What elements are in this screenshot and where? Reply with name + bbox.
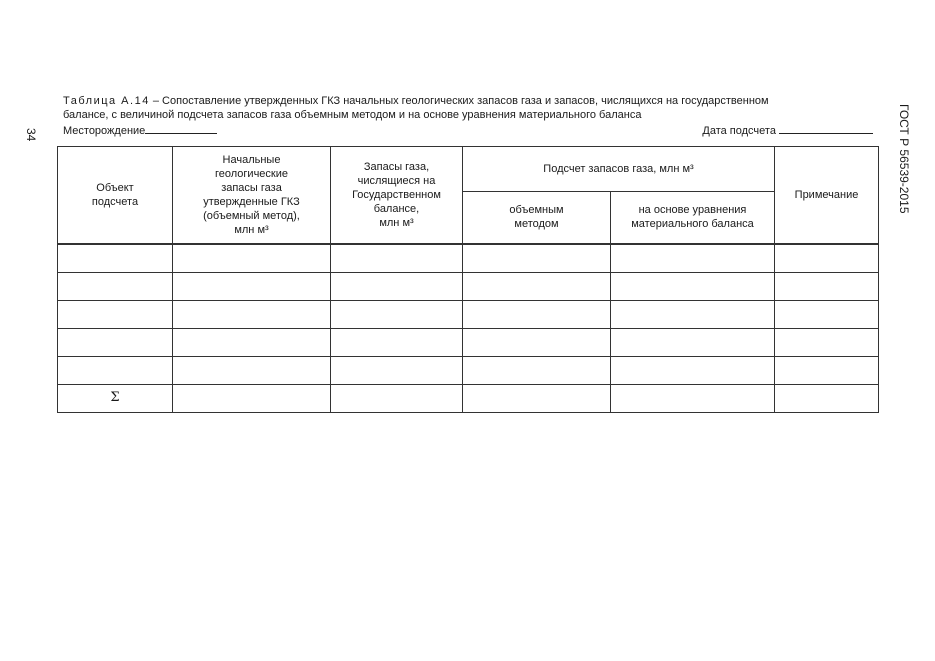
header-calc-group: Подсчет запасов газа, млн м³ (463, 147, 775, 192)
cell-balance[interactable] (331, 272, 463, 300)
cell-object[interactable] (58, 300, 173, 328)
cell-material[interactable] (611, 356, 775, 384)
table-row (58, 328, 879, 356)
cell-approved[interactable] (173, 328, 331, 356)
header-material-line1: на основе уравнения (638, 204, 747, 217)
cell-note[interactable] (775, 272, 879, 300)
cell-volumetric[interactable] (463, 328, 611, 356)
header-balance-line1: Запасы газа, (363, 160, 430, 173)
header-approved-line5: (объемный метод), (203, 209, 300, 222)
header-object-line1: Объект (96, 181, 134, 194)
cell-note[interactable] (775, 244, 879, 273)
table-row (58, 272, 879, 300)
cell-object[interactable] (58, 244, 173, 273)
header-volumetric-line2: методом (514, 218, 559, 231)
header-material (611, 192, 775, 244)
deposit-field[interactable] (63, 123, 217, 138)
total-volumetric[interactable] (463, 384, 611, 412)
table-row (58, 300, 879, 328)
cell-approved[interactable] (173, 300, 331, 328)
reserves-table (57, 146, 879, 413)
header-note: Примечание (775, 147, 879, 244)
header-approved (173, 147, 331, 244)
deposit-blank[interactable] (145, 123, 217, 134)
cell-balance[interactable] (331, 300, 463, 328)
cell-material[interactable] (611, 272, 775, 300)
cell-volumetric[interactable] (463, 300, 611, 328)
cell-material[interactable] (611, 328, 775, 356)
table-row (58, 356, 879, 384)
cell-volumetric[interactable] (463, 272, 611, 300)
total-material[interactable] (611, 384, 775, 412)
caption-line2: балансе, с величиной подсчета запасов газа объемным методом и на основе уравнения материального баланса (63, 109, 642, 121)
cell-balance[interactable] (331, 328, 463, 356)
header-object (58, 147, 173, 244)
cell-volumetric[interactable] (463, 244, 611, 273)
cell-note[interactable] (775, 356, 879, 384)
date-field[interactable] (702, 123, 873, 138)
date-label: Дата подсчета (702, 125, 776, 137)
date-blank[interactable] (779, 123, 873, 134)
standard-code: ГОСТ Р 56539-2015 (897, 104, 911, 214)
header-volumetric-line1: объемным (509, 204, 564, 217)
cell-balance[interactable] (331, 356, 463, 384)
header-balance-line3: Государственном (352, 188, 441, 201)
header-balance-line2: числящиеся на (357, 174, 436, 187)
total-row (58, 384, 879, 412)
cell-note[interactable] (775, 300, 879, 328)
header-approved-line1: Начальные (222, 153, 281, 166)
header-balance-line5: млн м³ (379, 216, 414, 229)
cell-material[interactable] (611, 244, 775, 273)
header-approved-line2: геологические (214, 167, 288, 180)
sum-symbol: Σ (58, 384, 173, 412)
cell-note[interactable] (775, 328, 879, 356)
cell-approved[interactable] (173, 244, 331, 273)
deposit-label: Месторождение (63, 125, 146, 137)
header-material-line2: материального баланса (631, 218, 754, 231)
cell-balance[interactable] (331, 244, 463, 273)
cell-approved[interactable] (173, 356, 331, 384)
header-balance (331, 147, 463, 244)
cell-approved[interactable] (173, 272, 331, 300)
table-row (58, 244, 879, 273)
caption-prefix: Таблица А.14 (63, 95, 150, 107)
cell-object[interactable] (58, 272, 173, 300)
header-approved-line3: запасы газа (221, 181, 282, 194)
cell-object[interactable] (58, 356, 173, 384)
page-number: 34 (24, 128, 38, 142)
total-approved[interactable] (173, 384, 331, 412)
header-approved-line4: утвержденные ГКЗ (203, 195, 300, 208)
header-balance-line4: балансе, (373, 202, 420, 215)
header-volumetric (463, 192, 611, 244)
table-caption (63, 94, 873, 122)
header-object-line2: подсчета (91, 195, 139, 208)
cell-volumetric[interactable] (463, 356, 611, 384)
caption-line1: – Сопоставление утвержденных ГКЗ начальных геологических запасов газа и запасов, числящихся на государственном (149, 95, 769, 107)
total-note[interactable] (775, 384, 879, 412)
cell-object[interactable] (58, 328, 173, 356)
header-approved-line6: млн м³ (234, 223, 269, 236)
cell-material[interactable] (611, 300, 775, 328)
total-balance[interactable] (331, 384, 463, 412)
